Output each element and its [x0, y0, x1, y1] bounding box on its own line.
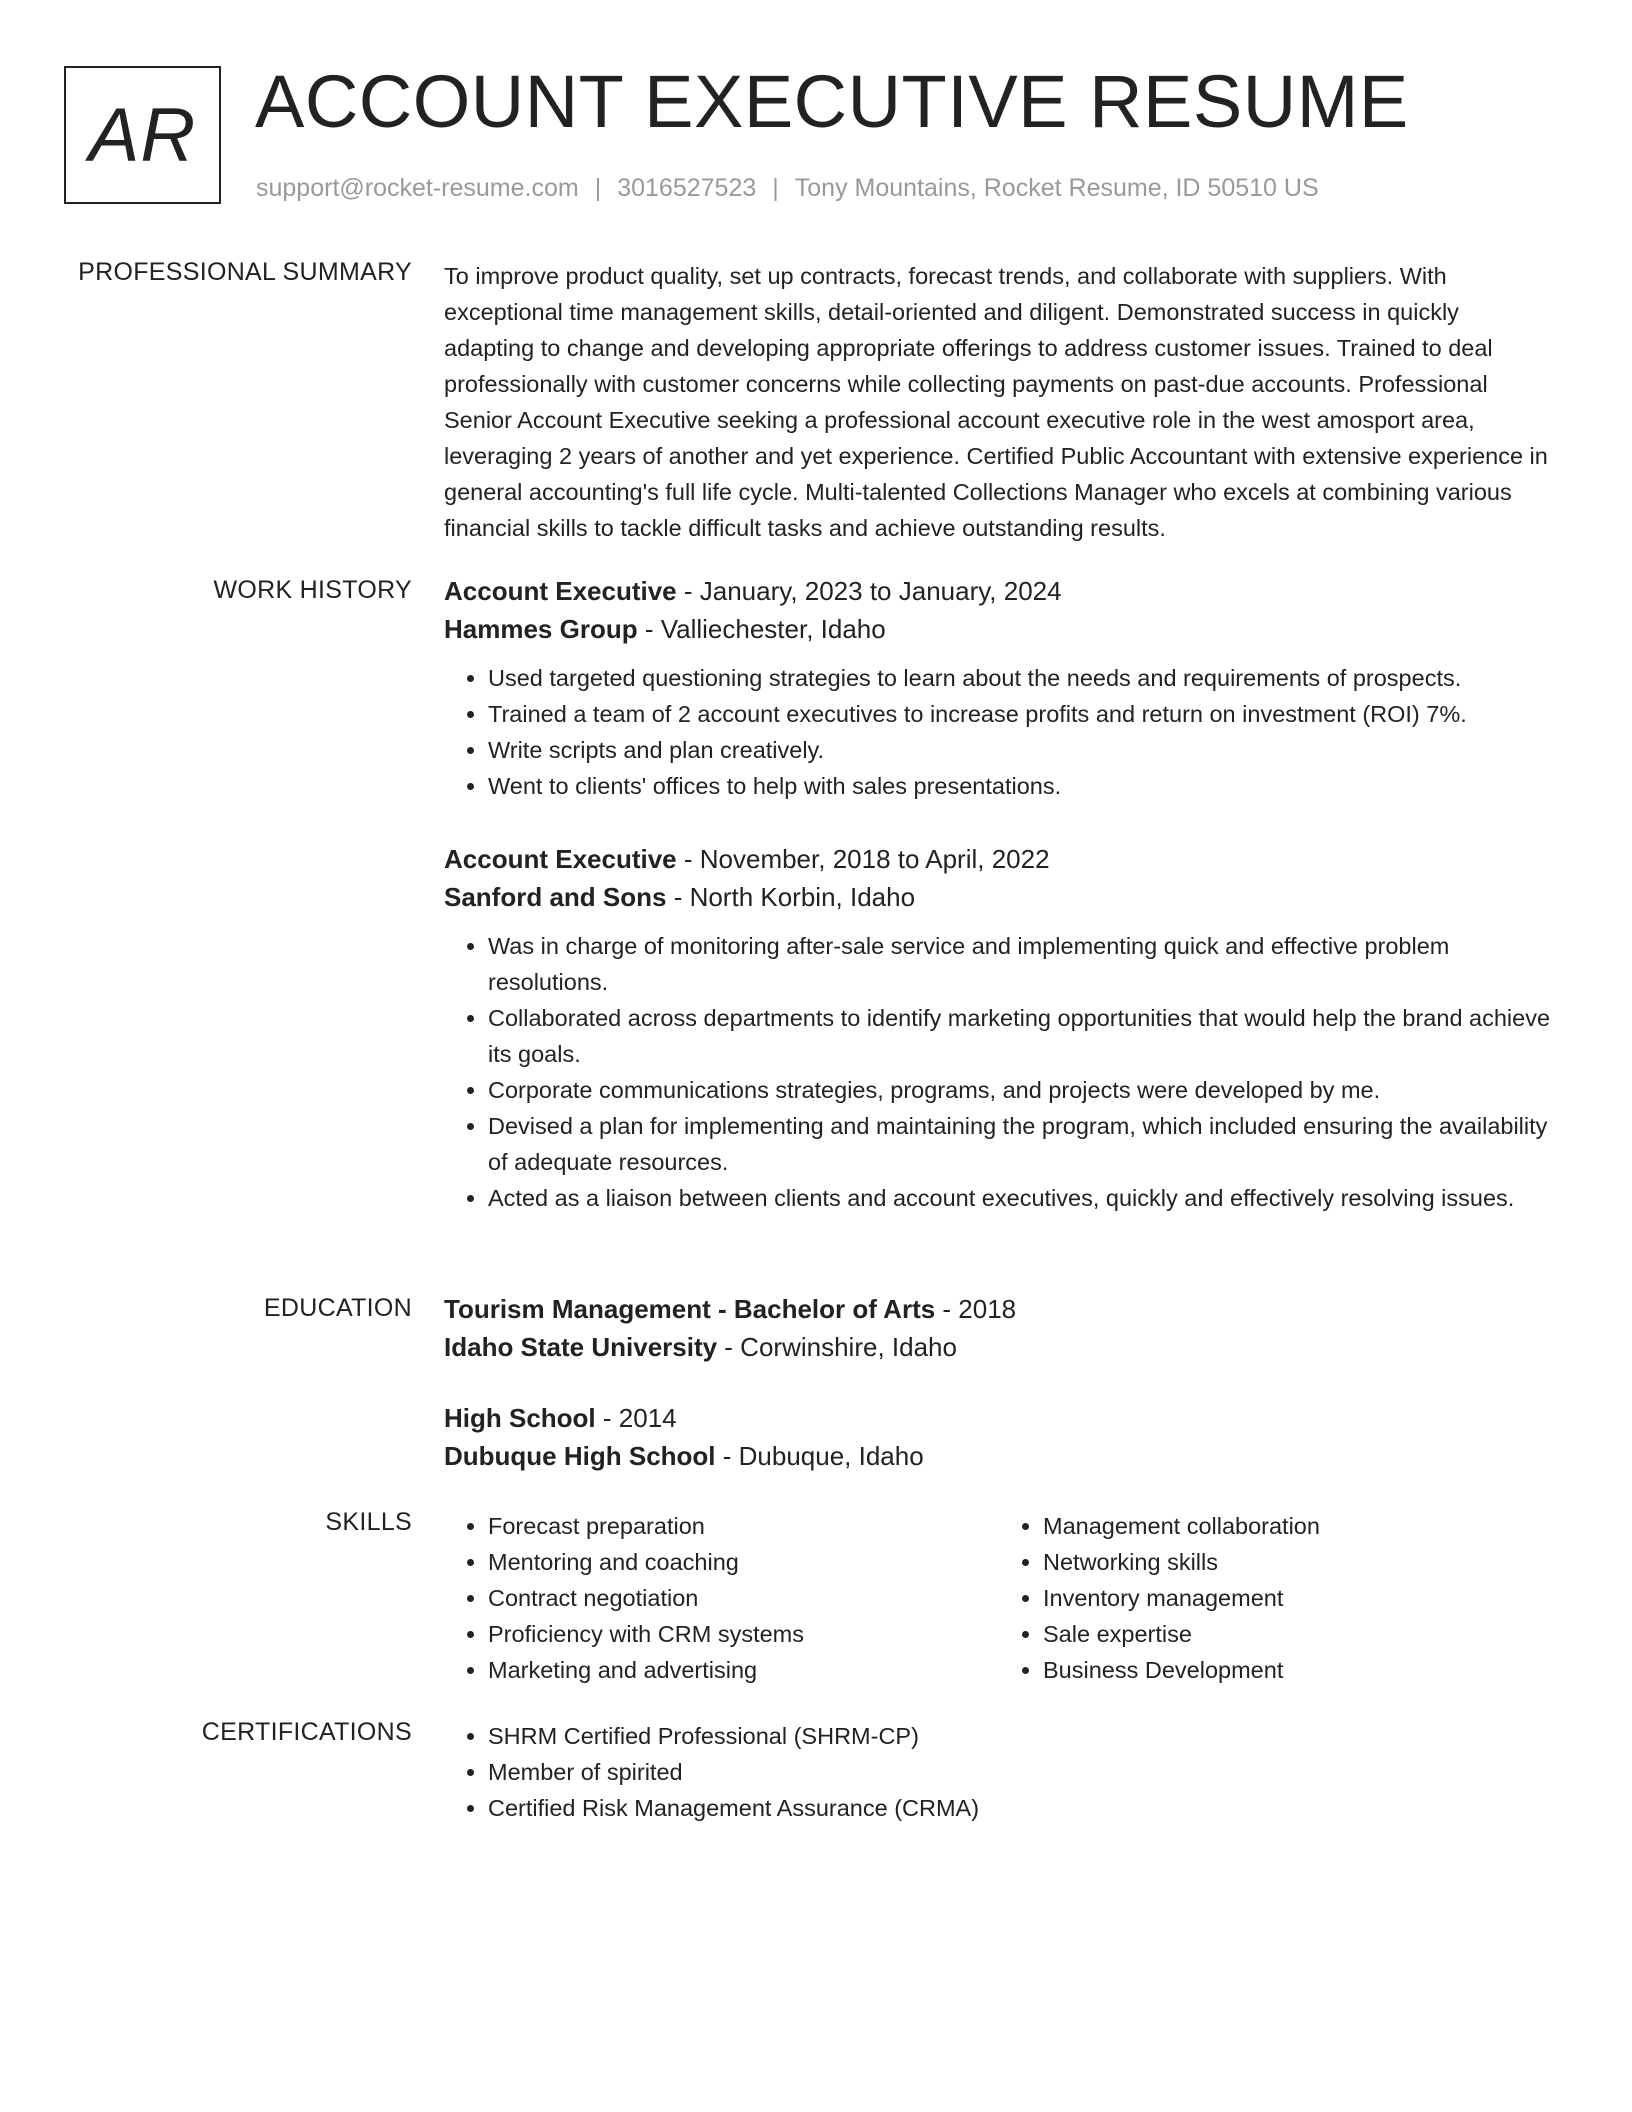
monogram-logo: AR [64, 66, 221, 204]
work-history-label: WORK HISTORY [213, 576, 412, 604]
skill-item: • Mentoring and coaching [488, 1544, 999, 1580]
skill-item: • Proficiency with CRM systems [488, 1616, 999, 1652]
skills-grid [444, 1508, 1554, 1688]
degree-line [444, 1290, 1554, 1328]
job-company: Hammes Group [444, 614, 638, 644]
summary-label: PROFESSIONAL SUMMARY [78, 258, 412, 286]
certification-item: • Member of spirited [488, 1754, 1554, 1790]
certifications-list [444, 1718, 1554, 1826]
job-entry [444, 840, 1554, 1216]
contact-address: Tony Mountains, Rocket Resume, ID 50510 US [794, 174, 1319, 202]
graduation-year: - 2018 [935, 1294, 1017, 1324]
job-title: Account Executive [444, 844, 677, 874]
job-bullet: • Trained a team of 2 account executives to increase profits and return on investment (ROI) 7%. [488, 696, 1554, 732]
school-name: Idaho State University [444, 1332, 718, 1362]
job-bullet-list [444, 660, 1554, 804]
contact-separator: | [772, 174, 779, 202]
job-company-line [444, 610, 1554, 648]
page-title: ACCOUNT EXECUTIVE RESUME [255, 60, 1409, 143]
degree: Tourism Management - Bachelor of Arts [444, 1294, 936, 1324]
job-bullet: • Write scripts and plan creatively. [488, 732, 1554, 768]
resume-header [64, 60, 1584, 214]
skills-list-right [999, 1508, 1554, 1688]
job-bullet: • Went to clients' offices to help with sales presentations. [488, 768, 1554, 804]
job-entry [444, 572, 1554, 804]
contact-email: support@rocket-resume.com [256, 174, 579, 202]
skill-item: • Business Development [1043, 1652, 1554, 1688]
education-label: EDUCATION [263, 1294, 412, 1322]
school-location: - Corwinshire, Idaho [717, 1332, 957, 1362]
skill-item: • Marketing and advertising [488, 1652, 999, 1688]
certifications-body [444, 1718, 1554, 1826]
school-line [444, 1328, 1554, 1366]
school-name: Dubuque High School [444, 1441, 716, 1471]
skill-item: • Forecast preparation [488, 1508, 999, 1544]
degree-line [444, 1399, 1554, 1437]
job-company: Sanford and Sons [444, 882, 667, 912]
job-location: - North Korbin, Idaho [666, 882, 916, 912]
summary-text: To improve product quality, set up contracts, forecast trends, and collaborate with suppliers. With exceptional time management skills, detail-oriented and diligent. Demonstrated success in quickly adapting to change and developing appropriate offerings to address customer issues. Trained to deal professionally with customer concerns while collecting payments on past-due accounts. Professional Senior Account Executive seeking a professional account executive role in the west amosport area, leveraging 2 years of another and yet experience. Certified Public Accountant with extensive experience in general accounting's full life cycle. Multi-talented Collections Manager who excels at combining various financial skills to tackle difficult tasks and achieve outstanding results. [444, 263, 1548, 541]
job-dates: - November, 2018 to April, 2022 [676, 844, 1050, 874]
degree: High School [444, 1403, 596, 1433]
job-bullet: • Devised a plan for implementing and maintaining the program, which included ensuring the availability of adequate resources. [488, 1108, 1554, 1180]
job-location: - Valliechester, Idaho [637, 614, 886, 644]
job-title-line [444, 840, 1554, 878]
job-bullet: • Corporate communications strategies, programs, and projects were developed by me. [488, 1072, 1554, 1108]
education-entry [444, 1399, 1554, 1475]
job-bullet: • Collaborated across departments to identify marketing opportunities that would help the brand achieve its goals. [488, 1000, 1554, 1072]
job-title-line [444, 572, 1554, 610]
job-dates: - January, 2023 to January, 2024 [676, 576, 1062, 606]
skill-item: • Sale expertise [1043, 1616, 1554, 1652]
school-location: - Dubuque, Idaho [715, 1441, 924, 1471]
certifications-label: CERTIFICATIONS [201, 1718, 412, 1746]
skill-item: • Contract negotiation [488, 1580, 999, 1616]
skill-item: • Inventory management [1043, 1580, 1554, 1616]
graduation-year: - 2014 [595, 1403, 677, 1433]
job-bullet-list [444, 928, 1554, 1216]
skill-item: • Networking skills [1043, 1544, 1554, 1580]
skills-label: SKILLS [325, 1508, 412, 1536]
summary-body [444, 258, 1554, 546]
job-bullet: • Was in charge of monitoring after-sale service and implementing quick and effective problem resolutions. [488, 928, 1554, 1000]
job-title: Account Executive [444, 576, 677, 606]
skill-item: • Management collaboration [1043, 1508, 1554, 1544]
certification-item: • SHRM Certified Professional (SHRM-CP) [488, 1718, 1554, 1754]
skills-list-left [444, 1508, 999, 1688]
contact-line [256, 174, 1319, 203]
job-bullet: • Used targeted questioning strategies to learn about the needs and requirements of prospects. [488, 660, 1554, 696]
contact-separator: | [594, 174, 602, 202]
contact-phone: 3016527523 [617, 174, 757, 202]
education-entry [444, 1290, 1554, 1366]
certification-item: • Certified Risk Management Assurance (CRMA) [488, 1790, 1554, 1826]
job-company-line [444, 878, 1554, 916]
school-line [444, 1437, 1554, 1475]
job-bullet: • Acted as a liaison between clients and account executives, quickly and effectively resolving issues. [488, 1180, 1554, 1216]
